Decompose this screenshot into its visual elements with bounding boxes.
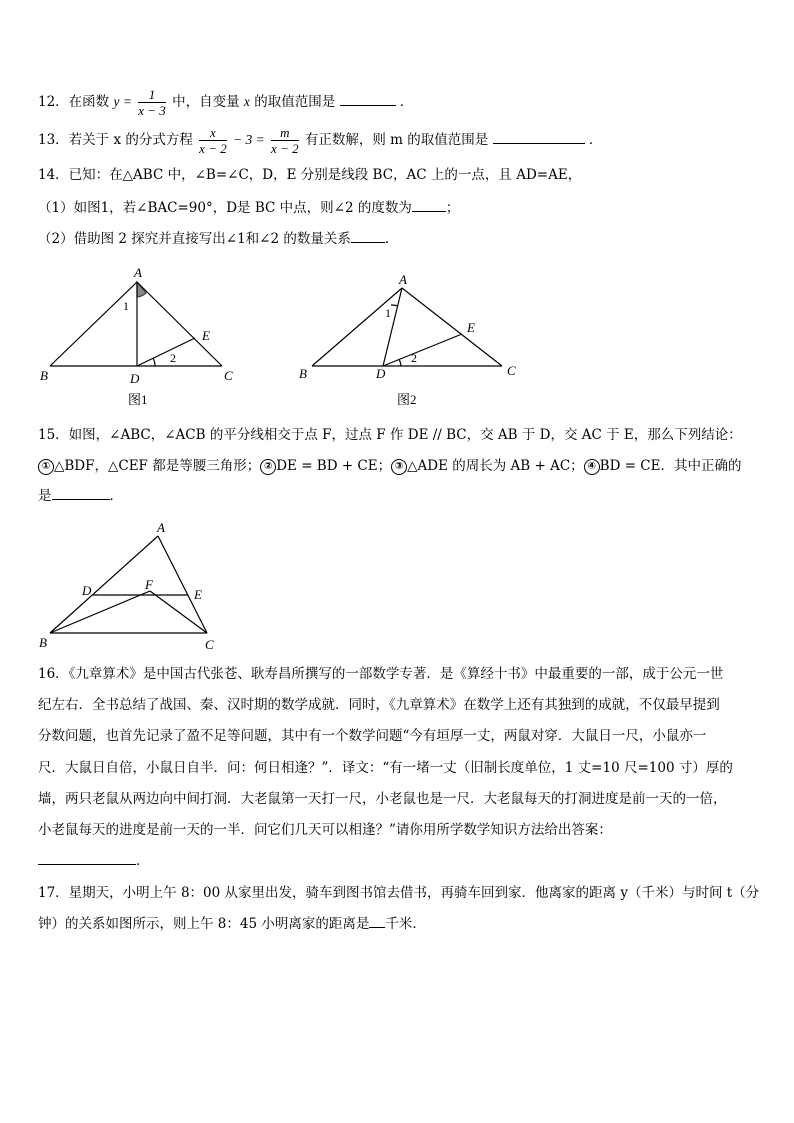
q13-fraction-2 [271,125,299,156]
q12-tail: 的取值范围是 [254,94,336,110]
q16-line-4: 尺．大鼠日自倍，小鼠日自半．问：何日相逢？”．译文：“有一堵一丈（旧制长度单位，1 丈=10 尺=100 寸）厚的 [38,760,733,776]
q16-line-6: 小老鼠每天的进度是前一天的一半．问它们几天可以相逢？”请你用所学数学知识方法给出答案： [38,822,612,838]
q15-label-c: C [205,637,214,652]
q14-part2-end: ． [384,231,399,247]
q15-circled-1: ① [38,459,54,475]
fig1-side-ac [137,282,222,366]
question-13 [38,125,602,156]
q13-f2-den: x − 2 [271,141,299,156]
q15-line3-text: 是 [38,488,52,504]
q15-bisector-bf [50,591,150,633]
fig2-segment-de [383,334,462,366]
fig2-angle2-arc [399,359,401,366]
fig1-side-ab [50,282,137,366]
q13-f1-num: x [199,125,227,141]
q16-line-5: 墙，两只老鼠从两边向中间打洞．大老鼠第一天打一尺，小老鼠也是一尺．大老鼠每天的打洞进度是前一天的一倍， [38,791,727,807]
fig1-caption: 图1 [128,392,148,407]
question-12 [38,87,413,118]
q14-part2-blank[interactable] [351,242,385,243]
q15-conclusion-2: DE = BD + CE； [276,458,392,474]
q12-frac-den: x − 3 [138,103,166,118]
fig2-label-e: E [467,320,475,335]
q12-mid: 中，自变量 [172,94,240,110]
fig2-label-a: A [399,272,407,287]
fig2-label-d: D [376,366,386,381]
q14-part1-blank[interactable] [412,211,446,212]
q15-answer-blank[interactable] [52,499,110,500]
fig1-label-e: E [202,328,210,343]
q16-line-3: 分数问题，也首先记录了盈不足等问题，其中有一个数学问题“今有垣厚一丈，两鼠对穿．大鼠日一尺，小鼠亦一 [38,728,707,744]
q14-figures [0,260,560,415]
q13-tail: 有正数解，则 m 的取值范围是 [304,132,489,148]
q15-line-3 [38,486,123,506]
fig1-label-2: 2 [170,351,176,365]
q14-line-3 [38,229,398,249]
q17-line-1: 17．星期天，小明上午 8：00 从家里出发，骑车到图书馆去借书，再骑车回到家．他离家的距离 y（千米）与时间 t（分 [38,885,760,901]
q17-line-2 [38,914,426,934]
fig2-label-b: B [299,366,307,381]
q15-label-e: E [194,587,202,602]
fig1-segment-de [137,338,195,366]
q15-label-a: A [157,520,165,535]
q12-prefix: 12．在函数 [38,94,110,110]
q15-side-ab [50,536,158,633]
q14-line-2 [38,198,459,218]
q12-answer-blank[interactable] [340,105,396,106]
fig1-label-1: 1 [123,299,129,313]
q12-frac-num: 1 [138,87,166,103]
q15-conclusion-1: △BDF，△CEF 都是等腰三角形； [54,458,261,474]
fig1-label-a: A [134,265,142,280]
q15-figure [0,515,260,655]
fig2-segment-ad [383,288,402,366]
q15-label-f: F [145,577,153,592]
fig2-label-2: 2 [411,351,417,365]
q17-line2-text: 钟）的关系如图所示，则上午 8：45 小明离家的距离是 [38,916,370,932]
fig2-label-1: 1 [385,306,391,320]
q16-end: ． [136,853,150,869]
fig1-label-b: B [40,368,48,383]
q14-part1-text: （1）如图1，若∠BAC=90°，D是 BC 中点，则∠2 的度数为 [38,200,412,216]
q15-label-d: D [82,583,92,598]
q16-line-2: 纪左右．全书总结了战国、秦、汉时期的数学成就．同时，《九章算术》在数学上还有其独到的成就，不仅最早提到 [38,697,720,713]
q15-circled-3: ③ [391,459,407,475]
q12-var: x [243,94,250,109]
q15-circled-4: ④ [584,459,600,475]
q13-prefix: 13．若关于 x 的分式方程 [38,132,193,148]
q13-f2-num: m [271,125,299,141]
figure-1 [50,282,222,366]
q16-line-1: 16．《九章算术》是中国古代张苍、耿寿昌所撰写的一部数学专著．是《算经十书》中最重要的一部，成于公元一世 [38,666,724,682]
q16-answer-blank[interactable] [38,864,136,865]
q14-line-1: 14．已知：在△ABC 中，∠B=∠C，D，E 分别是线段 BC，AC 上的一点，且 AD=AE， [38,167,582,183]
q12-end: ． [399,94,414,110]
q14-part1-end: ； [445,200,460,216]
fig2-label-c: C [507,363,516,378]
fig2-side-ac [402,288,502,366]
q13-minus3: − 3 = [233,132,265,147]
fig1-label-d: D [130,371,140,386]
q12-y-eq: y = [113,94,132,109]
q14-part2-text: （2）借助图 2 探究并直接写出∠1和∠2 的数量关系 [38,231,351,247]
q13-fraction-1 [199,125,227,156]
q15-line-1: 15．如图，∠ABC，∠ACB 的平分线相交于点 F，过点 F 作 DE // BC，交 AB 于 D，交 AC 于 E，那么下列结论： [38,427,742,443]
fig2-side-ab [312,288,402,366]
q13-f1-den: x − 2 [199,141,227,156]
q15-line3-end: ． [109,488,123,504]
q16-line-7 [38,851,150,871]
fig2-caption: 图2 [397,392,417,407]
fig1-label-c: C [224,368,233,383]
fig1-angle2-arc [153,358,155,366]
q15-conclusion-4: BD = CE．其中正确的 [599,458,742,474]
q12-fraction [138,87,166,118]
q15-conclusion-3: △ADE 的周长为 AB + AC； [407,458,584,474]
q15-label-b: B [39,635,47,650]
fig2-angle1-arc [391,305,398,306]
q13-end: ． [588,132,603,148]
q15-side-ac [158,536,207,633]
q15-line-2 [38,456,742,476]
q15-circled-2: ② [260,459,276,475]
q17-answer-blank[interactable] [369,927,385,928]
q13-answer-blank[interactable] [493,143,585,144]
q17-line2-end: 千米． [385,916,426,932]
